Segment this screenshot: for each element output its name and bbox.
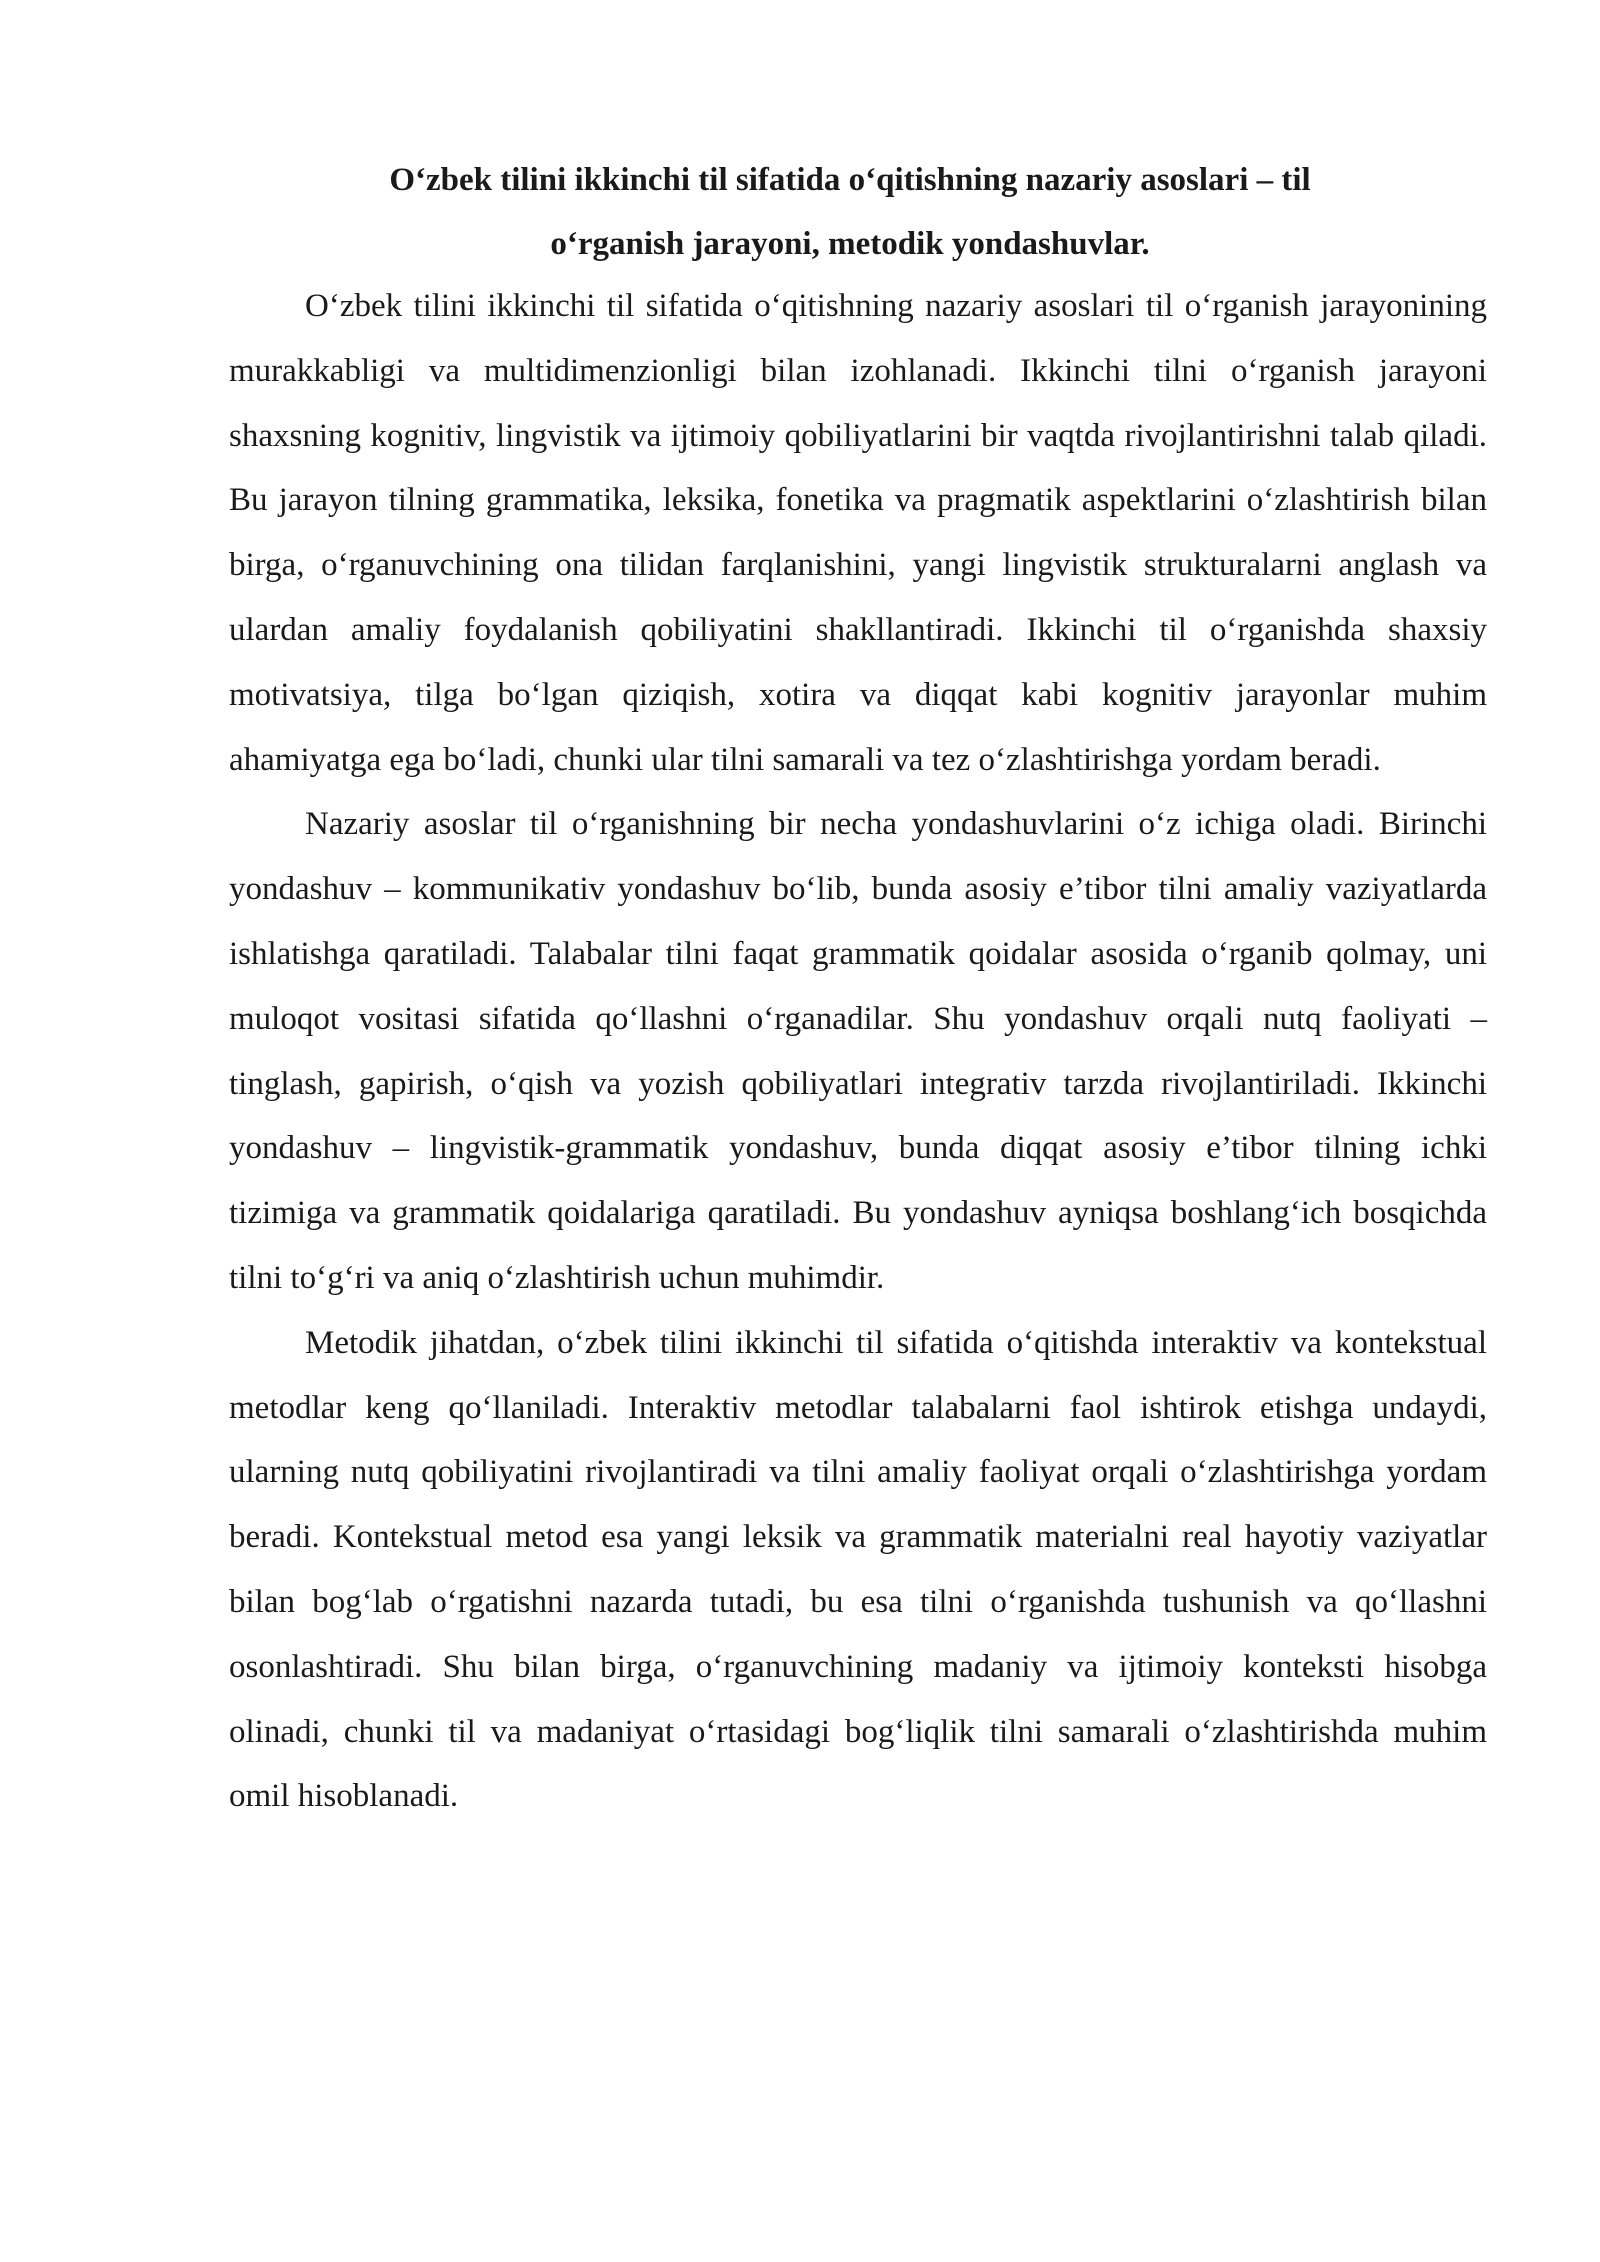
document-body (229, 274, 1487, 1829)
paragraph-3: Metodik jihatdan, o‘zbek tilini ikkinchi til sifatida o‘qitishda interaktiv va kontekstual metodlar keng qo‘llaniladi. Interaktiv metodlar talabalarni faol ishtirok etishga undaydi, ularning nutq qobiliyatini rivojlantiradi va tilni amaliy faoliyat orqali o‘zlashtirishga yordam beradi. Kontekstual metod esa yangi leksik va grammatik materialni real hayotiy vaziyatlar bilan bog‘lab o‘rgatishni nazarda tutadi, bu esa tilni o‘rganishda tushunish va qo‘llashni osonlashtiradi. Shu bilan birga, o‘rganuvchining madaniy va ijtimoiy konteksti hisobga olinadi, chunki til va madaniyat o‘rtasidagi bog‘liqlik tilni samarali o‘zlashtirishda muhim omil hisoblanadi. (229, 1324, 1487, 1815)
paragraph-2: Nazariy asoslar til o‘rganishning bir necha yondashuvlarini o‘z ichiga oladi. Birinchi yondashuv – kommunikativ yondashuv bo‘lib, bunda asosiy e’tibor tilni amaliy vaziyatlarda ishlatishga qaratiladi. Talabalar tilni faqat grammatik qoidalar asosida o‘rganib qolmay, uni muloqot vositasi sifatida qo‘llashni o‘rganadilar. Shu yondashuv orqali nutq faoliyati – tinglash, gapirish, o‘qish va yozish qobiliyatlari integrativ tarzda rivojlantiriladi. Ikkinchi yondashuv – lingvistik-grammatik yondashuv, bunda diqqat asosiy e’tibor tilning ichki tizimiga va grammatik qoidalariga qaratiladi. Bu yondashuv ayniqsa boshlang‘ich bosqichda tilni to‘g‘ri va aniq o‘zlashtirish uchun muhimdir. (229, 806, 1487, 1296)
title-line-2: o‘rganish jarayoni, metodik yondashuvlar. (550, 226, 1150, 262)
document-title (230, 148, 1470, 276)
title-line-1: O‘zbek tilini ikkinchi til sifatida o‘qitishning nazariy asoslari – til (389, 162, 1311, 198)
paragraph-1: O‘zbek tilini ikkinchi til sifatida o‘qitishning nazariy asoslari til o‘rganish jarayonining murakkabligi va multidimenzionligi bilan izohlanadi. Ikkinchi tilni o‘rganish jarayoni shaxsning kognitiv, lingvistik va ijtimoiy qobiliyatlarini bir vaqtda rivojlantirishni talab qiladi. Bu jarayon tilning grammatika, leksika, fonetika va pragmatik aspektlarini o‘zlashtirish bilan birga, o‘rganuvchining ona tilidan farqlanishini, yangi lingvistik strukturalarni anglash va ulardan amaliy foydalanish qobiliyatini shakllantiradi. Ikkinchi til o‘rganishda shaxsiy motivatsiya, tilga bo‘lgan qiziqish, xotira va diqqat kabi kognitiv jarayonlar muhim ahamiyatga ega bo‘ladi, chunki ular tilni samarali va tez o‘zlashtirishga yordam beradi. (229, 288, 1487, 778)
